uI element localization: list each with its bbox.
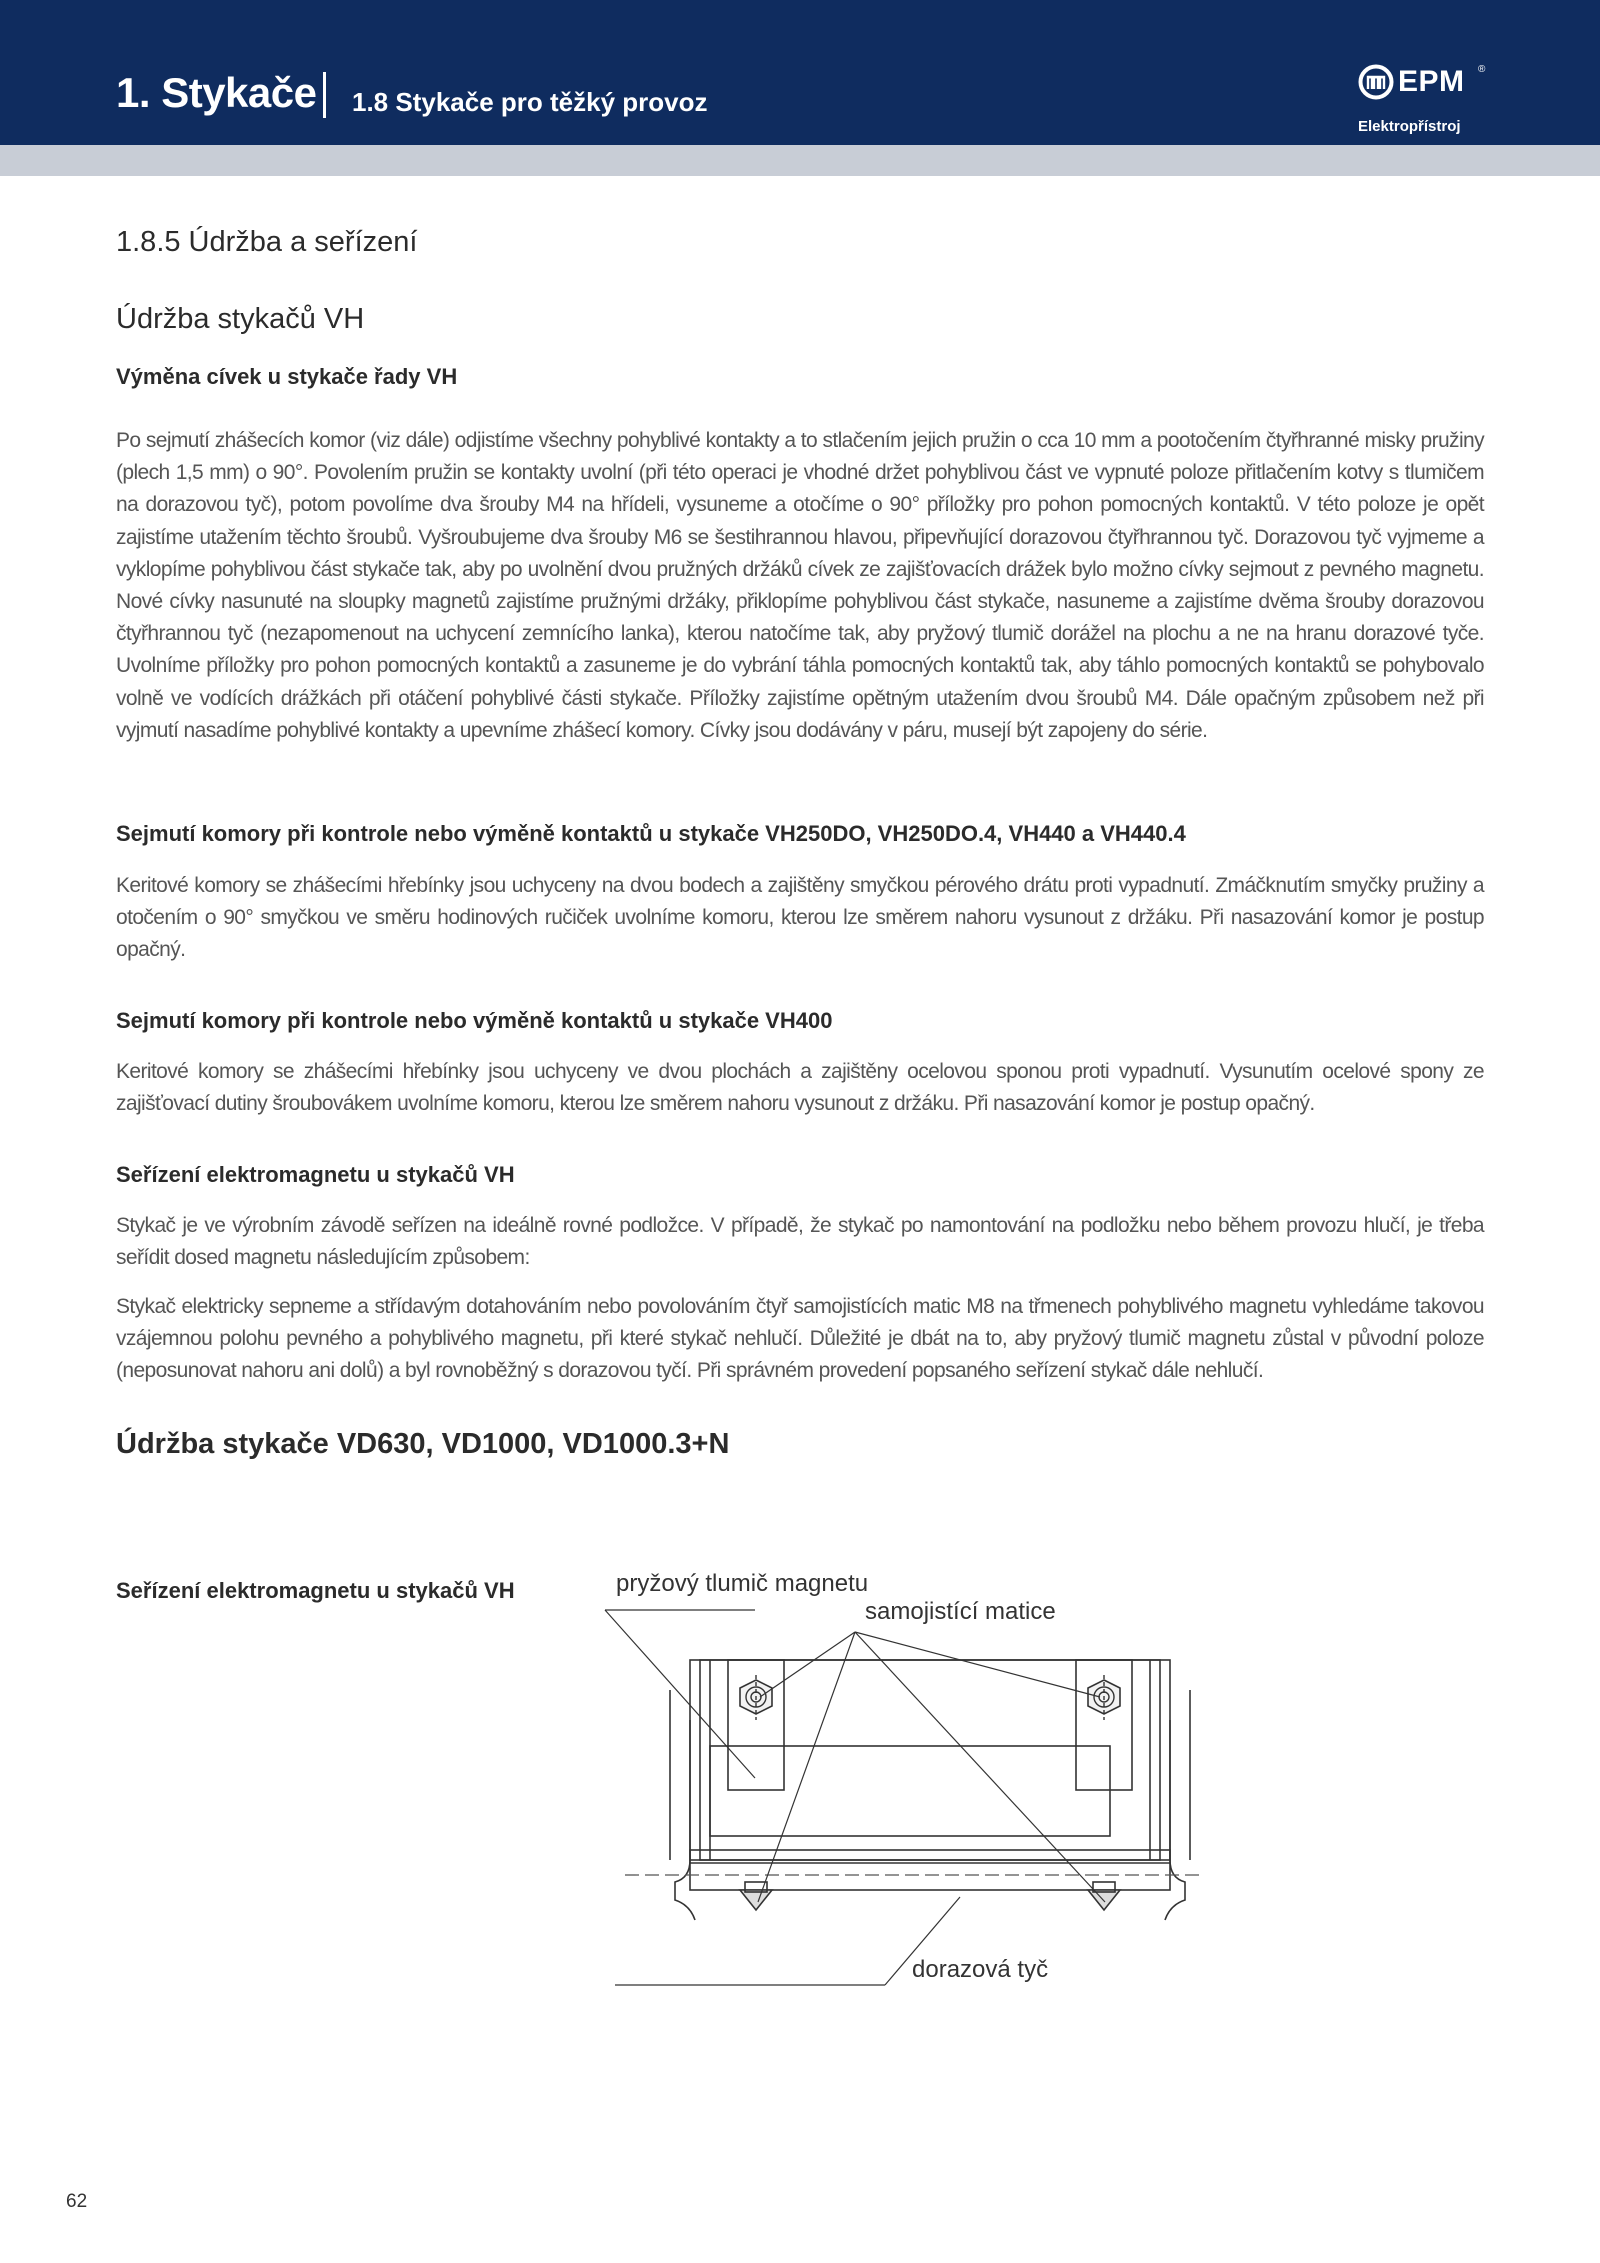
diagram-svg (600, 1560, 1220, 2020)
electromagnet-diagram (600, 1560, 1220, 2020)
vymena-heading: Výměna cívek u stykače řady VH (116, 364, 458, 389)
serizeni-paragraph-2: Stykač elektricky sepneme a střídavým dotahováním nebo povolováním čtyř samojistících matic M8 na třmenech pohyblivého magnetu vyhledáme takovou vzájemnou polohu pevného a pohyblivého magnetu, při které stykač nehlučí. Důležité je dbát na to, aby pryžový tlumič magnetu zůstal v původní poloze (neposunovat nahoru ani dolů) a byl rovnoběžný s dorazovou tyčí. Při správném provedení popsaného seřízení stykač dále nehlučí. (116, 1295, 1484, 1383)
serizeni-heading: Seřízení elektromagnetu u stykačů VH (116, 1162, 515, 1187)
registered-mark: ® (1478, 64, 1486, 75)
serizeni-paragraph-1: Stykač je ve výrobním závodě seřízen na ideálně rovné podložce. V případě, že stykač po namontování na podložku nebo během provozu hlučí, je třeba seřídit dosed magnetu následujícím způsobem: (116, 1214, 1484, 1270)
label-samojistici-matice: samojistící matice (865, 1598, 1056, 1625)
label-pryzovy-tlumic: pryžový tlumič magnetu (616, 1570, 869, 1597)
header-strip (0, 145, 1600, 176)
tlumic-leader (605, 1610, 755, 1778)
vymena-paragraph: Po sejmutí zhášecích komor (viz dále) odjistíme všechny pohyblivé kontakty a to stlačením jejich pružin o cca 10 mm a pootočením čtyřhranné misky pružiny (plech 1,5 mm) o 90°. Povolením pružin se kontakty uvolní (při této operaci je vhodné držet pohyblivou část ve vypnuté poloze přitlačením kotvy s tlumičem na dorazovou tyč), potom povolíme dva šrouby M4 na hřídeli, vysuneme a otočíme o 90° příložky pro pohon pomocných kontaktů. V této poloze je opět zajistíme utažením těchto šroubů. Vyšroubujeme dva šrouby M6 se šestihrannou hlavou, připevňující dorazovou čtyřhrannou tyč. Dorazovou tyč vyjmeme a vyklopíme pohyblivou část stykače tak, aby po uvolnění dvou pružných držáků cívek ze zajišťovacích drážek bylo možno cívky sejmout z pevného magnetu. Nové cívky nasunuté na sloupky magnetů zajistíme pružnými držáky, přiklopíme pohyblivou část stykače, nasuneme a zajistíme dvěma šrouby dorazovou čtyřhrannou tyč (nezapomenout na uchycení zemnícího lanka), kterou natočíme tak, aby pryžový tlumič dorážel na plochu a ne na hranu dorazové tyče. Uvolníme příložky pro pohon pomocných kontaktů a zasuneme je do vybrání táhla pomocných kontaktů tak, aby táhlo pomocných kontaktů se pohybovalo volně ve vodících drážkách při otáčení pohyblivé části stykače. Příložky zajistíme opětným utažením dvou šroubů M4. Dále opačným způsobem než při vyjmutí nasadíme pohyblivé kontakty a upevníme zhášecí komory. Cívky jsou dodávány v páru, musejí být zapojeny do série. (116, 429, 1484, 742)
epm-logo (1358, 64, 1484, 142)
left-lower-nut (740, 1890, 772, 1910)
logo-subtitle: Elektropřístroj (1358, 118, 1461, 135)
sejmuti1-paragraph: Keritové komory se zhášecími hřebínky jsou uchyceny na dvou bodech a zajištěny smyčkou pérového drátu proti vypadnutí. Zmáčknutím smyčky pružiny a otočením o 90° smyčkou ve směru hodinových ručiček uvolníme komoru, kterou lze směrem nahoru vysunout z držáku. Při nasazování komor je postup opačný. (116, 874, 1484, 962)
epm-logo-icon (1358, 64, 1394, 100)
header-separator (323, 72, 326, 118)
sejmuti1-heading: Sejmutí komory při kontrole nebo výměně kontaktů u stykače VH250DO, VH250DO.4, VH440 a VH440.4 (116, 821, 1186, 846)
vh-heading: Údržba stykačů VH (116, 303, 365, 335)
label-dorazova-tyc: dorazová tyč (912, 1956, 1049, 1983)
figure-caption: Seřízení elektromagnetu u stykačů VH (116, 1578, 515, 1603)
vd-heading: Údržba stykače VD630, VD1000, VD1000.3+N (116, 1428, 730, 1460)
page-number: 62 (66, 2191, 88, 2212)
section-heading: 1.8.5 Údržba a seřízení (116, 226, 418, 258)
chapter-title: 1. Stykače (116, 69, 317, 116)
sejmuti2-heading: Sejmutí komory při kontrole nebo výměně kontaktů u stykače VH400 (116, 1008, 833, 1033)
right-lower-nut (1088, 1890, 1120, 1910)
logo-word: EPM (1398, 65, 1465, 98)
magnet-block (710, 1746, 1110, 1836)
stop-bar (690, 1850, 1170, 1890)
section-title: 1.8 Stykače pro těžký provoz (352, 87, 708, 117)
sejmuti2-paragraph: Keritové komory se zhášecími hřebínky jsou uchyceny ve dvou plochách a zajištěny ocelovou sponou proti vypadnutí. Vysunutím ocelové spony ze zajišťovací dutiny šroubovákem uvolníme komoru, kterou lze směrem nahoru vysunout z držáku. Při nasazování komor je postup opačný. (116, 1060, 1484, 1116)
